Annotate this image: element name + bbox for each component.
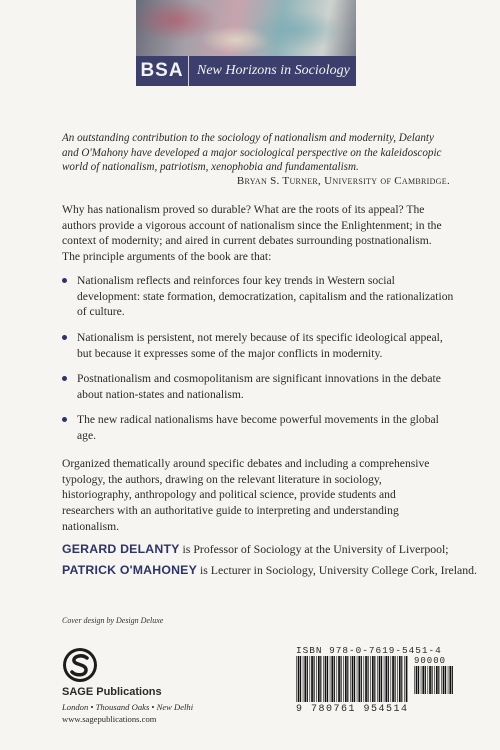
- bullet-icon: [62, 278, 67, 283]
- list-item: [62, 330, 457, 361]
- list-item-text: The new radical nationalisms have become powerful movements in the global age.: [77, 413, 439, 442]
- barcode-digits: 9 780761 954514: [296, 704, 409, 715]
- review-quote: An outstanding contribution to the sociology of nationalism and modernity, Delanty and O'Mahony have developed a major sociological perspective on the kaleidoscopic world of nationalism, patriotism, xenophobia and fundamentalism.: [62, 132, 442, 173]
- author-name: GERARD DELANTY: [62, 542, 180, 556]
- author-bios: [62, 542, 482, 584]
- publisher-name: SAGE Publications: [62, 686, 162, 698]
- author-name: PATRICK O'MAHONEY: [62, 563, 197, 577]
- list-item-text: Postnationalism and cosmopolitanism are significant innovations in the debate about nation-states and nationalism.: [77, 372, 441, 401]
- list-item: [62, 412, 457, 443]
- publisher-cities: London • Thousand Oaks • New Delhi: [62, 702, 194, 712]
- list-item: [62, 273, 457, 320]
- sage-s-logo-icon: [62, 647, 98, 683]
- cover-artwork: [136, 0, 356, 56]
- series-banner: [136, 56, 356, 86]
- series-title: New Horizons in Sociology: [197, 63, 350, 78]
- author-bio: [62, 542, 482, 563]
- quote-attribution: Bryan S. Turner, University of Cambridge.: [236, 175, 450, 187]
- bullet-icon: [62, 376, 67, 381]
- list-item: [62, 371, 457, 402]
- barcode-icon: [296, 656, 408, 702]
- bsa-logo: BSA: [140, 60, 184, 81]
- author-description: is Professor of Sociology at the University of Liverpool;: [179, 542, 449, 556]
- closing-paragraph: Organized thematically around specific debates and including a comprehensive typology, the authors, drawing on the relevant literature in sociology, historiography, anthropology and political science, provide students and researchers with an authoritative guide to interpreting and understanding nationalism.: [62, 457, 430, 533]
- cover-credit: Cover design by Design Deluxe: [62, 616, 164, 625]
- bullet-icon: [62, 335, 67, 340]
- bullet-icon: [62, 417, 67, 422]
- addon-barcode-icon: [414, 656, 454, 694]
- author-bio: [62, 563, 482, 584]
- list-item-text: Nationalism is persistent, not merely because of its specific ideological appeal, but because it expresses some of the major conflicts in modernity.: [77, 331, 443, 360]
- intro-paragraph: Why has nationalism proved so durable? What are the roots of its appeal? The authors provide a vigorous account of nationalism since the Enlightenment; in the context of modernity; and aired in current debates surrounding postnationalism. The principle arguments of the book are that:: [62, 203, 442, 264]
- list-item-text: Nationalism reflects and reinforces four key trends in Western social development: state formation, democratization, capitalism and the rationalization of culture.: [77, 274, 454, 318]
- isbn-label: ISBN 978-0-7619-5451-4: [296, 645, 442, 656]
- publisher-url[interactable]: www.sagepublications.com: [62, 714, 157, 724]
- author-description: is Lecturer in Sociology, University College Cork, Ireland.: [197, 563, 478, 577]
- price-code: 90000: [414, 656, 447, 666]
